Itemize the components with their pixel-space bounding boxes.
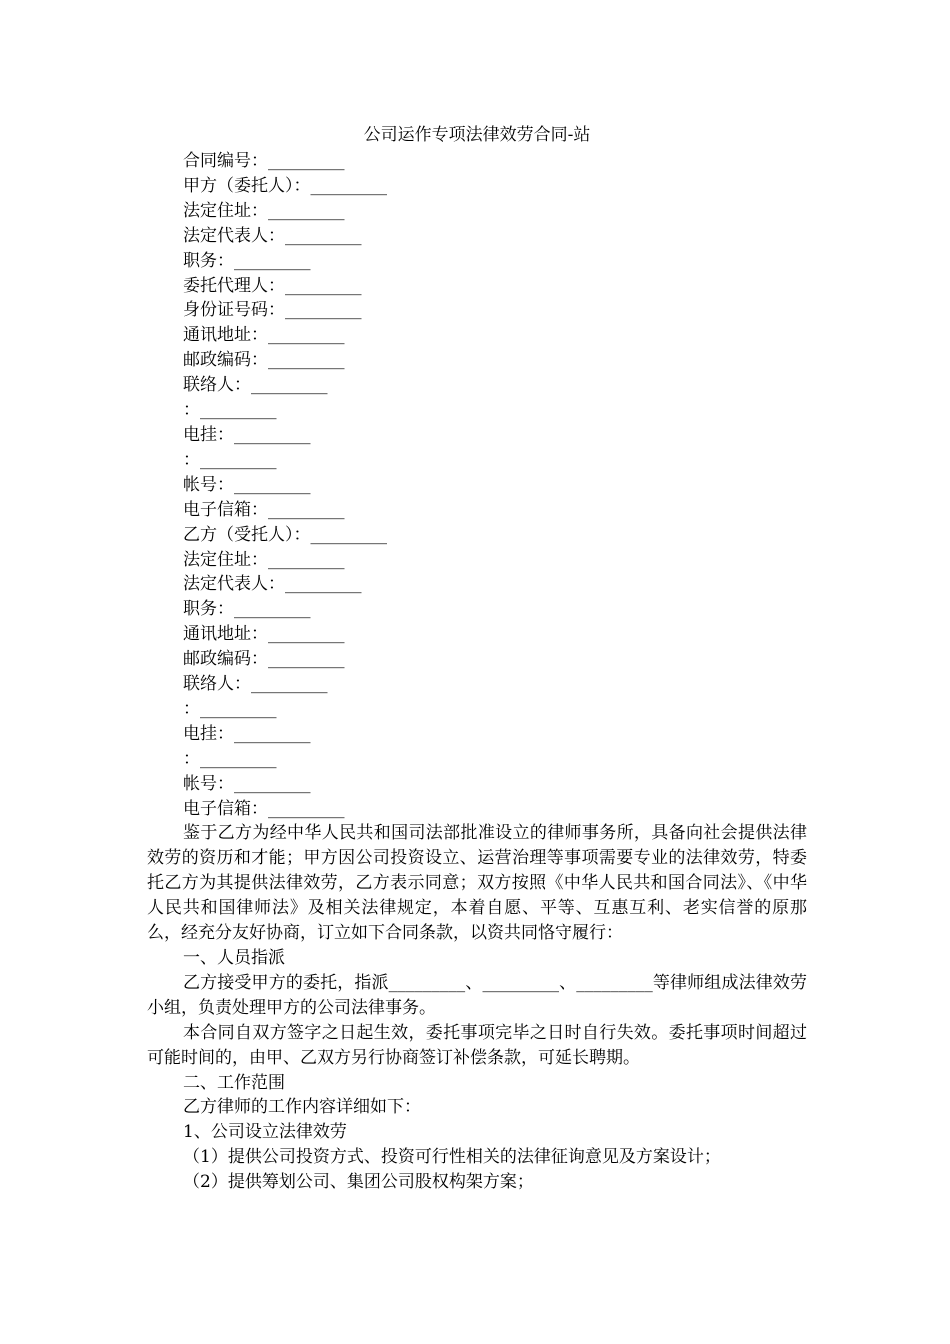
section-1-paragraph-2: 本合同自双方签字之日起生效，委托事项完毕之日时自行失效。委托事项时间超过可能时间的，由甲、乙双方另行协商签订补偿条款，可延长聘期。 [147, 1022, 807, 1068]
field-party-a: 甲方（委托人）：_________ [183, 175, 387, 196]
field-a-postcode: 邮政编码：_________ [183, 350, 345, 371]
field-b-blank-1: ：_________ [183, 698, 277, 719]
field-party-b: 乙方（受托人）：_________ [183, 524, 387, 545]
field-a-agent: 委托代理人：_________ [183, 275, 362, 296]
section-2-intro: 乙方律师的工作内容详细如下： [183, 1097, 421, 1118]
section-2-heading: 二、工作范围 [183, 1072, 285, 1093]
field-contract-number: 合同编号：_________ [183, 151, 345, 171]
item-1-sub-1: （1）提供公司投资方式、投资可行性相关的法律征询意见及方案设计； [183, 1147, 721, 1168]
field-a-account: 帐号：_________ [183, 474, 311, 495]
field-a-position: 职务：_________ [183, 250, 311, 271]
field-a-address: 法定住址：_________ [183, 200, 345, 221]
field-a-blank-1: ：_________ [183, 400, 277, 421]
field-b-email: 电子信箱：_________ [183, 798, 345, 819]
field-a-contact: 联络人：_________ [183, 375, 328, 396]
item-1-heading: 1、公司设立法律效劳 [183, 1122, 347, 1143]
field-b-telegram: 电挂：_________ [183, 723, 311, 744]
field-a-id-number: 身份证号码：_________ [183, 300, 362, 321]
document-page [147, 123, 807, 1195]
field-b-account: 帐号：_________ [183, 773, 311, 794]
field-a-legal-rep: 法定代表人：_________ [183, 225, 362, 246]
field-b-mail-address: 通讯地址：_________ [183, 624, 345, 645]
section-1-paragraph-1: 乙方接受甲方的委托，指派_________、_________、_________等律师组成法律效劳小组，负责处理甲方的公司法律事务。 [147, 972, 807, 1018]
field-b-postcode: 邮政编码：_________ [183, 649, 345, 670]
field-a-email: 电子信箱：_________ [183, 499, 345, 520]
field-b-position: 职务：_________ [183, 599, 311, 620]
section-1-heading: 一、人员指派 [183, 948, 285, 968]
field-a-blank-2: ：_________ [183, 449, 277, 470]
field-b-contact: 联络人：_________ [183, 674, 328, 695]
field-b-legal-rep: 法定代表人：_________ [183, 574, 362, 595]
intro-paragraph: 鉴于乙方为经中华人民共和国司法部批准设立的律师事务所，具备向社会提供法律效劳的资历和才能；甲方因公司投资设立、运营治理等事项需要专业的法律效劳，特委托乙方为其提供法律效劳，乙方表示同意；双方按照《中华人民共和国合同法》、《中华人民共和国律师法》及相关法律规定，本着自愿、平等、互惠互利、老实信誉的原那么，经充分友好协商，订立如下合同条款，以资共同恪守履行： [147, 823, 807, 944]
document-title: 公司运作专项法律效劳合同-站 [363, 125, 591, 145]
field-b-address: 法定住址：_________ [183, 549, 345, 570]
item-1-sub-2: （2）提供筹划公司、集团公司股权构架方案； [183, 1172, 534, 1193]
field-a-mail-address: 通讯地址：_________ [183, 325, 345, 346]
field-a-telegram: 电挂：_________ [183, 424, 311, 445]
party-fields [147, 149, 807, 821]
field-b-blank-2: ：_________ [183, 748, 277, 769]
